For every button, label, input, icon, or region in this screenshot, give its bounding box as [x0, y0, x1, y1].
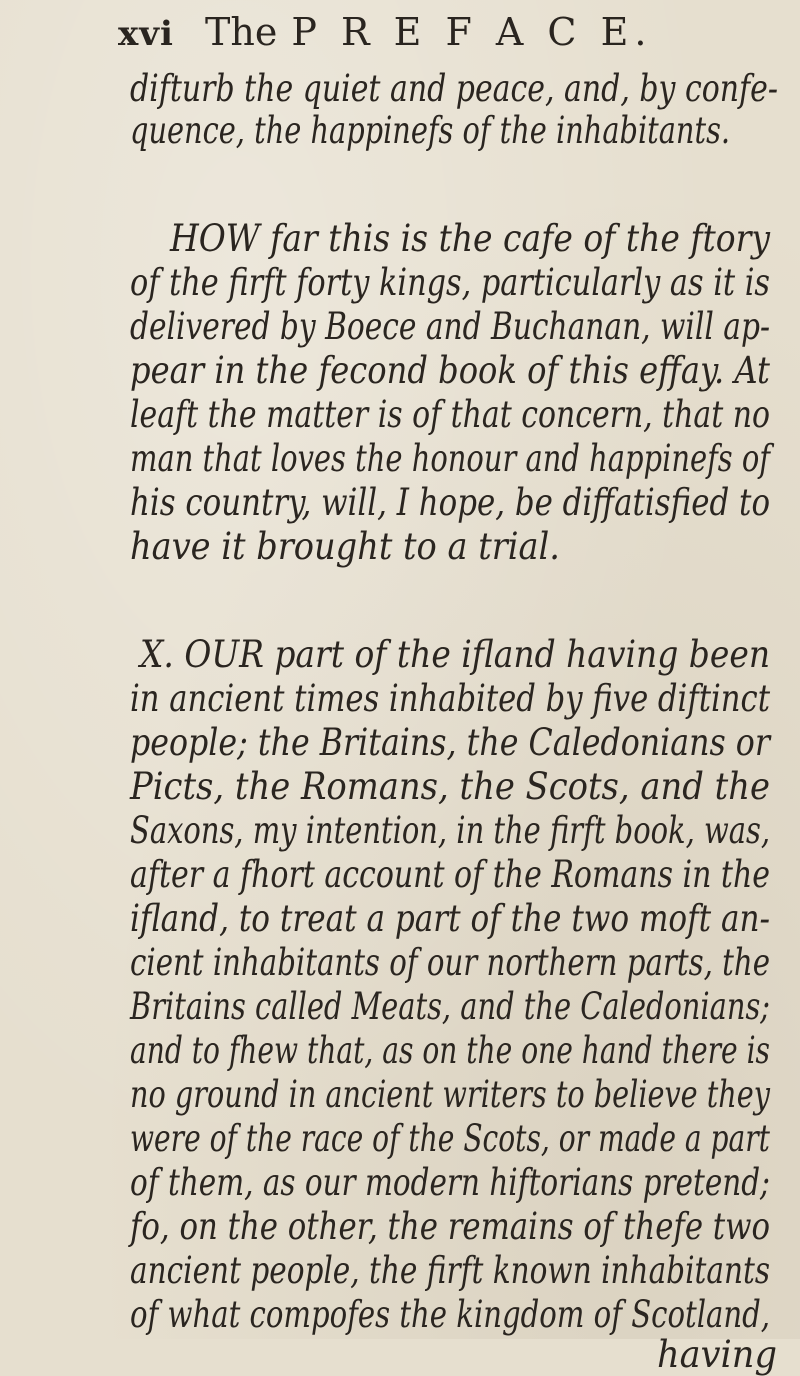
- catchword: having: [657, 1333, 777, 1376]
- text-line: fo, on the other, the remains of thefe two: [130, 1205, 771, 1248]
- page-number: xvi: [118, 14, 174, 54]
- text-line: of them, as our modern hiftorians pretend;: [130, 1161, 770, 1204]
- text-line: quence, the happinefs of the inhabitants.: [130, 109, 731, 152]
- text-line: of the firft forty kings, particularly as it is: [130, 261, 770, 304]
- text-line: no ground in ancient writers to believe they: [130, 1073, 770, 1116]
- text-line: difturb the quiet and peace, and, by confe-: [130, 67, 778, 110]
- text-line: leaft the matter is of that concern, that no: [130, 393, 771, 436]
- text-line: people; the Britains, the Caledonians or: [130, 721, 770, 764]
- text-line: delivered by Boece and Buchanan, will ap-: [130, 305, 770, 348]
- running-head-the: The: [205, 10, 278, 54]
- page-header: [0, 0, 800, 64]
- text-line: Picts, the Romans, the Scots, and the: [130, 765, 770, 808]
- text-line: Britains called Meats, and the Caledonians;: [130, 985, 771, 1028]
- text-line: and to fhew that, as on the one hand there is: [130, 1029, 770, 1072]
- text-line: of what compofes the kingdom of Scotland,: [130, 1293, 771, 1336]
- text-line: X. OUR part of the ifland having been: [140, 633, 771, 676]
- text-line: cient inhabitants of our northern parts, the: [130, 941, 770, 984]
- text-line: after a fhort account of the Romans in the: [130, 853, 771, 896]
- text-line: man that loves the honour and happinefs of: [130, 437, 770, 480]
- text-line: in ancient times inhabited by five diftinct: [130, 677, 771, 720]
- text-line: were of the race of the Scots, or made a part: [130, 1117, 770, 1160]
- text-line: Saxons, my intention, in the firft book, was,: [130, 809, 771, 852]
- running-head-title: P R E F A C E.: [291, 10, 653, 54]
- text-line: have it brought to a trial.: [130, 525, 561, 568]
- text-line: ancient people, the firft known inhabitants: [130, 1249, 771, 1292]
- running-head: [205, 10, 652, 54]
- text-line: his country, will, I hope, be diffatisfied to: [130, 481, 771, 524]
- text-line: HOW far this is the cafe of the ftory: [170, 217, 770, 260]
- text-line: ifland, to treat a part of the two moft an-: [130, 897, 771, 940]
- text-line: pear in the fecond book of this effay. At: [130, 349, 770, 392]
